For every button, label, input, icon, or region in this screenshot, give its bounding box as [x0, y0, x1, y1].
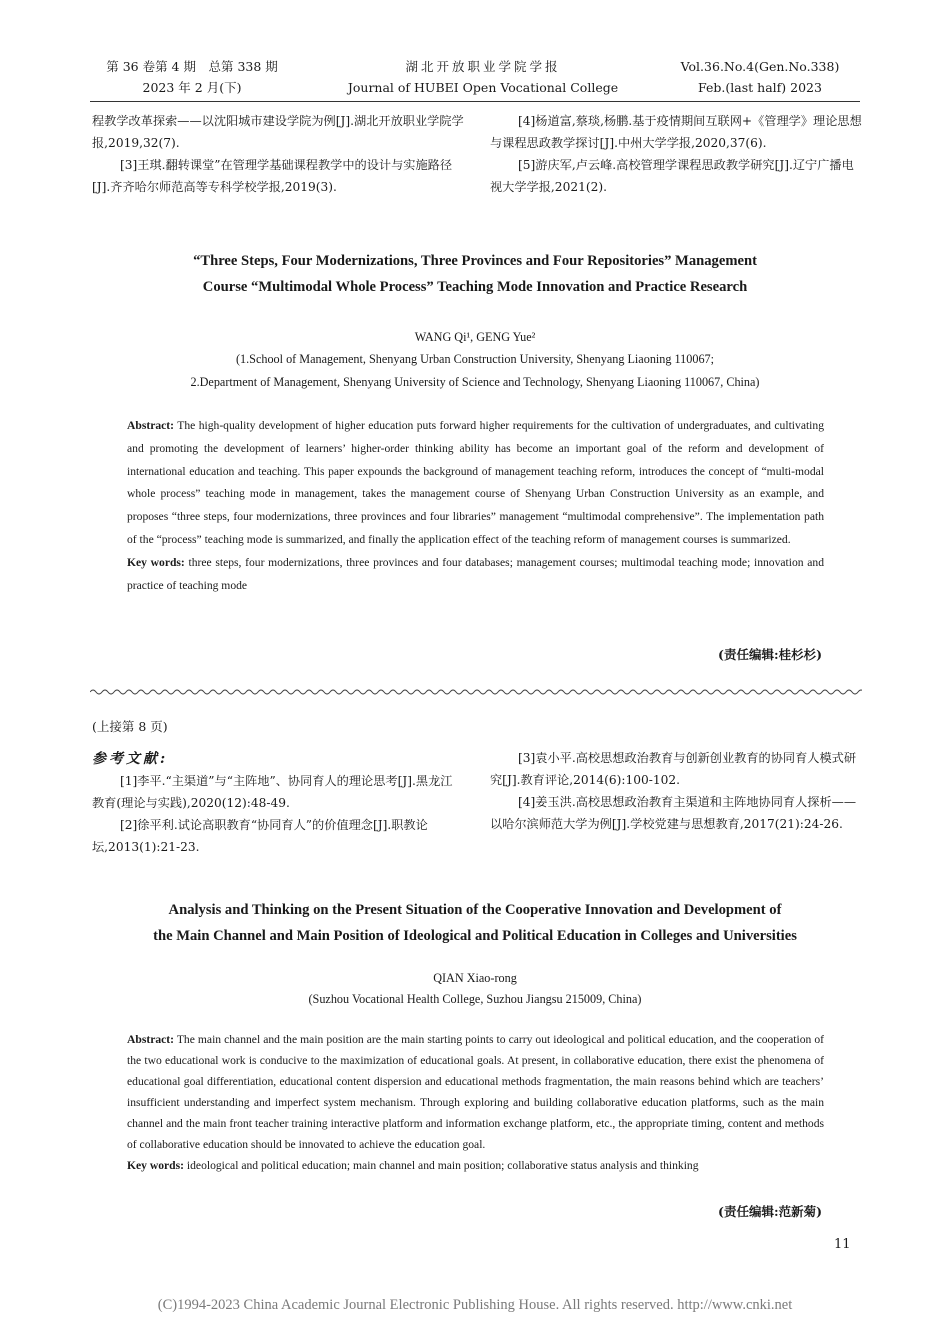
header-volume-issue: 第 36 卷第 4 期 总第 338 期 — [106, 59, 278, 74]
abstract-text: The main channel and the main position are the main starting points to carry out ideological and political education, and the cooperation of the two educational work is conducive to the maximization of educational goals. At present, in collaborative education, there exist the phenomena of educational goal differentiation, educational content dispersion and educational methods fragmentation, the main reasons behind which are teachers’ insufficient understanding and imperfect system mechanism. Through exploring and building collaborative education platforms, such as the main channel and the main front teacher training interactive platform and information exchange platform, etc., the appropriate timing, content and methods of collaborative education should be innovated to achieve the education goal. — [127, 1033, 824, 1151]
header-vol-en: Vol.36.No.4(Gen.No.338) — [680, 59, 840, 74]
keywords-label: Key words: — [127, 555, 185, 569]
ref-item: [5]游庆军,卢云峰.高校管理学课程思政教学研究[J].辽宁广播电视大学学报,2021(2). — [490, 158, 854, 194]
header-journal-cn: 湖北开放职业学院学报 — [405, 59, 561, 74]
article2-affiliation: (Suzhou Vocational Health College, Suzhou Jiangsu 215009, China) — [308, 992, 642, 1006]
copyright-footer: (C)1994-2023 China Academic Journal Electronic Publishing House. All rights reserved. http://www.cnki.net — [157, 1297, 793, 1313]
header-date-en: Feb.(last half) 2023 — [698, 80, 822, 95]
header-rule — [90, 101, 860, 102]
keywords-text: three steps, four modernizations, three provinces and four databases; management courses; multimodal teaching mode; innovation and practice of teaching mode — [127, 555, 825, 592]
ref-item: [4]姜玉洪.高校思想政治教育主渠道和主阵地协同育人探析——以哈尔滨师范大学为例[J].学校党建与思想教育,2017(21):24-26. — [490, 795, 857, 831]
header-issue — [92, 56, 292, 98]
abstract-label: Abstract: — [127, 419, 175, 432]
keywords-text: ideological and political education; main channel and main position; collaborative status analysis and thinking — [186, 1159, 699, 1172]
ref-item: [4]杨道富,蔡琰,杨鹏.基于疫情期间互联网+《管理学》理论思想与课程思政教学探讨[J].中州大学学报,2020,37(6). — [490, 114, 862, 150]
article2-title — [80, 897, 870, 949]
wavy-divider — [90, 687, 862, 697]
continued-from: (上接第 8 页) — [92, 719, 168, 734]
article1-title-line1: “Three Steps, Four Modernizations, Three Provinces and Four Repositories” Management — [193, 253, 757, 269]
bottom-refs-left — [92, 770, 464, 858]
header-issue-en — [660, 56, 860, 98]
article2-editor: (责任编辑:范新菊) — [718, 1204, 822, 1219]
article2-authors: QIAN Xiao-rong — [433, 971, 517, 985]
top-refs-left — [92, 110, 464, 198]
article1-editor: (责任编辑:桂杉杉) — [718, 647, 822, 662]
keywords-label: Key words: — [127, 1159, 184, 1172]
abstract-text: The high-quality development of higher education puts forward higher requirements for the cultivation of undergraduates, and cultivating and promoting the development of learners’ higher-order thinking ability has become an important goal of the reform and development of international education and teaching. This paper expounds the background of management teaching reform, introduces the concept of “multi-modal whole process” teaching mode in management, takes the management course of Shenyang Urban Construction University as an example, and proposes “three steps, four modernizations, three provinces and four libraries” management “multimodal comprehensive”. The implementation path of the “process” teaching mode is summarized, and finally the application effect of the teaching reform of management courses is summarized. — [127, 419, 824, 546]
ref-item: [1]李平.“主渠道”与“主阵地”、协同育人的理论思考[J].黑龙江教育(理论与实践),2020(12):48-49. — [92, 774, 453, 810]
article2-title-line1: Analysis and Thinking on the Present Situation of the Cooperative Innovation and Development of — [168, 902, 782, 918]
article1-affiliation-2: 2.Department of Management, Shenyang University of Science and Technology, Shenyang Liaoning 110067, China) — [190, 375, 760, 389]
header-date: 2023 年 2 月(下) — [142, 80, 242, 95]
ref-item: [2]徐平利.试论高职教育“协同育人”的价值理念[J].职教论坛,2013(1):21-23. — [92, 818, 428, 854]
top-refs-right — [490, 110, 862, 198]
references-heading: 参考文献: — [92, 751, 169, 767]
page-number: 11 — [834, 1237, 851, 1252]
article1-title — [80, 248, 870, 300]
ref-item: [3]王琪.翻转课堂”在管理学基础课程教学中的设计与实施路径[J].齐齐哈尔师范高等专科学校学报,2019(3). — [92, 158, 453, 194]
header-journal — [338, 56, 628, 98]
article1-affiliation-1: (1.School of Management, Shenyang Urban Construction University, Shenyang Liaoning 110067; — [235, 352, 715, 366]
ref-item: [3]袁小平.高校思想政治教育与创新创业教育的协同育人模式研究[J].教育评论,2014(6):100-102. — [490, 751, 857, 787]
article2-abstract — [127, 1029, 824, 1176]
bottom-refs-right — [490, 747, 862, 835]
article2-title-line2: the Main Channel and Main Position of Ideological and Political Education in Colleges and Universities — [153, 928, 797, 944]
header-journal-en: Journal of HUBEI Open Vocational College — [347, 80, 619, 95]
abstract-label: Abstract: — [127, 1033, 175, 1046]
article1-title-line2: Course “Multimodal Whole Process” Teaching Mode Innovation and Practice Research — [202, 279, 748, 295]
ref-item: 程教学改革探索——以沈阳城市建设学院为例[J].湖北开放职业学院学报,2019,32(7). — [92, 114, 464, 150]
article1-authors: WANG Qi¹, GENG Yue² — [414, 330, 536, 344]
article1-abstract — [127, 415, 824, 597]
